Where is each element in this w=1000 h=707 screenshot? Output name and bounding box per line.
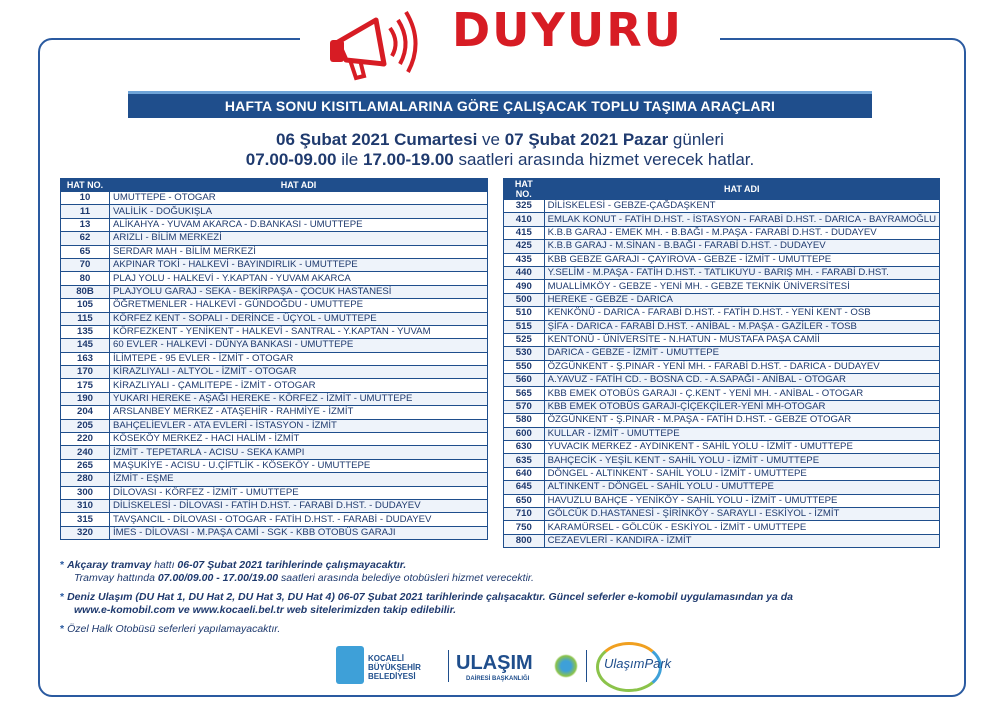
route-name: İZMİT - EŞME [110,473,488,486]
route-number: 170 [61,366,110,379]
col-header-name: HAT ADI [110,179,488,192]
route-number: 320 [61,526,110,539]
table-row [61,352,488,365]
route-number: 190 [61,392,110,405]
table-row [504,427,940,440]
route-number: 640 [504,467,545,480]
route-number: 650 [504,494,545,507]
table-row [61,446,488,459]
route-number: 425 [504,240,545,253]
date-line: 06 Şubat 2021 Cumartesi ve 07 Şubat 2021 Pazar günleri [276,130,724,149]
table-row [504,280,940,293]
route-name: HEREKE - GEBZE - DARICA [544,293,939,306]
route-number: 550 [504,360,545,373]
route-number: 515 [504,320,545,333]
route-name: ÖĞRETMENLER - HALKEVİ - GÜNDOĞDU - UMUTTEPE [110,299,488,312]
route-name: K.B.B GARAJ - M.SİNAN - B.BAĞI - FARABİ D.HST. - DUDAYEV [544,240,939,253]
table-row [504,467,940,480]
route-name: HAVUZLU BAHÇE - YENİKÖY - SAHİL YOLU - İZMİT - UMUTTEPE [544,494,939,507]
table-row [61,419,488,432]
transport-dept-logo: ULAŞIM DAİRESİ BAŞKANLIĞI [456,640,576,690]
route-number: 80 [61,272,110,285]
table-row [61,232,488,245]
route-name: ALİKAHYA - YUVAM AKARCA - D.BANKASI - UMUTTEPE [110,218,488,231]
note-private-bus: * Özel Halk Otobüsü seferleri yapılamayacaktır. [60,623,281,635]
route-number: 440 [504,266,545,279]
route-name: ARIZLI - BİLİM MERKEZİ [110,232,488,245]
table-row [504,307,940,320]
route-name: ARSLANBEY MERKEZ - ATAŞEHİR - RAHMİYE - İZMİT [110,406,488,419]
notes [60,559,940,642]
route-number: 163 [61,352,110,365]
table-row [504,374,940,387]
route-number: 800 [504,534,545,547]
route-name: KBB GEBZE GARAJI - ÇAYIROVA - GEBZE - İZMİT - UMUTTEPE [544,253,939,266]
table-row [61,459,488,472]
table-row [504,400,940,413]
route-number: 530 [504,347,545,360]
route-name: 60 EVLER - HALKEVİ - DÜNYA BANKASI - UMUTTEPE [110,339,488,352]
route-name: DİLİSKELESİ - DİLOVASI - FATİH D.HST. - FARABİ D.HST. - DUDAYEV [110,499,488,512]
route-number: 750 [504,521,545,534]
page-title: DUYURU [452,3,683,57]
route-name: MUALLİMKÖY - GEBZE - YENİ MH. - GEBZE TEKNİK ÜNİVERSİTESİ [544,280,939,293]
route-number: 435 [504,253,545,266]
table-row [61,486,488,499]
ulasimpark-logo: UlaşımPark [594,640,684,690]
route-number: 415 [504,226,545,239]
route-name: KÖSEKÖY MERKEZ - HACI HALİM - İZMİT [110,433,488,446]
route-number: 105 [61,299,110,312]
table-row [504,333,940,346]
route-number: 175 [61,379,110,392]
table-row [61,299,488,312]
table-row [61,406,488,419]
route-name: DARICA - GEBZE - İZMİT - UMUTTEPE [544,347,939,360]
route-number: 310 [61,499,110,512]
route-name: PLAJYOLU GARAJ - SEKA - BEKİRPAŞA - ÇOCUK HASTANESİ [110,285,488,298]
route-name: GÖLCÜK D.HASTANESİ - ŞİRİNKÖY - SARAYLI - ESKİYOL - İZMİT [544,507,939,520]
table-row [504,253,940,266]
route-number: 525 [504,333,545,346]
route-name: A.YAVUZ - FATİH CD. - BOSNA CD. - A.SAPAĞI - ANİBAL - OTOGAR [544,374,939,387]
route-name: KULLAR - İZMİT - UMUTTEPE [544,427,939,440]
route-name: KENTONÜ - ÜNİVERSİTE - N.HATUN - MUSTAFA PAŞA CAMİİ [544,333,939,346]
route-number: 600 [504,427,545,440]
route-number: 240 [61,446,110,459]
note-sea: * Deniz Ulaşım (DU Hat 1, DU Hat 2, DU Hat 3, DU Hat 4) 06-07 Şubat 2021 tarihlerinde çalışacaktır. Güncel seferler e-komobil uygulamasından ya da www.e-komobil.com ve www.kocaeli.bel.tr web sitelerimizden takip edilebilir. [60,591,794,616]
municipality-logo: KOCAELİ BÜYÜKŞEHİR BELEDİYESİ [336,640,436,690]
route-number: 315 [61,513,110,526]
table-row [61,245,488,258]
route-number: 11 [61,205,110,218]
route-name: KİRAZLIYALI - ALTYOL - İZMİT - OTOGAR [110,366,488,379]
route-name: AKPINAR TOKİ - HALKEVİ - BAYINDIRLIK - UMUTTEPE [110,258,488,271]
route-number: 115 [61,312,110,325]
route-number: 565 [504,387,545,400]
route-number: 62 [61,232,110,245]
table-row [504,414,940,427]
route-number: 65 [61,245,110,258]
table-row [61,218,488,231]
route-name: YUKARI HEREKE - AŞAĞI HEREKE - KÖRFEZ - İZMİT - UMUTTEPE [110,392,488,405]
route-name: K.B.B GARAJ - EMEK MH. - B.BAĞI - M.PAŞA - FARABİ D.HST. - DUDAYEV [544,226,939,239]
table-row [61,285,488,298]
star-icon: * [60,559,65,571]
route-number: 645 [504,481,545,494]
col-header-name: HAT ADI [544,179,939,200]
route-name: MAŞUKİYE - ACISU - U.ÇİFTLİK - KÖSEKÖY - UMUTTEPE [110,459,488,472]
route-name: DÖNGEL - ALTINKENT - SAHİL YOLU - İZMİT - UMUTTEPE [544,467,939,480]
route-name: YUVACIK MERKEZ - AYDINKENT - SAHİL YOLU - İZMİT - UMUTTEPE [544,441,939,454]
table-row [504,507,940,520]
banner-heading: HAFTA SONU KISITLAMALARINA GÖRE ÇALIŞACAK TOPLU TAŞIMA ARAÇLARI [128,91,872,118]
route-name: BAHÇECİK - YEŞİL KENT - SAHİL YOLU - İZMİT - UMUTTEPE [544,454,939,467]
route-number: 710 [504,507,545,520]
route-number: 80B [61,285,110,298]
route-number: 635 [504,454,545,467]
route-name: CEZAEVLERİ - KANDIRA - İZMİT [544,534,939,547]
route-number: 570 [504,400,545,413]
route-name: BAHÇELİEVLER - ATA EVLERİ - İSTASYON - İZMİT [110,419,488,432]
table-row [504,454,940,467]
route-name: KBB EMEK OTOBÜS GARAJI - Ç.KENT - YENİ MH. - ANİBAL - OTOGAR [544,387,939,400]
route-name: KBB EMEK OTOBÜS GARAJI-ÇİÇEKÇİLER-YENİ MH-OTOGAR [544,400,939,413]
route-number: 135 [61,325,110,338]
route-number: 205 [61,419,110,432]
table-row [504,494,940,507]
route-name: KÖRFEZ KENT - SOPALI - DERİNCE - ÜÇYOL - UMUTTEPE [110,312,488,325]
star-icon: * [60,591,65,603]
star-icon: * [60,623,65,635]
table-row [504,240,940,253]
table-row [61,192,488,205]
table-row [504,200,940,213]
route-number: 13 [61,218,110,231]
table-row [61,499,488,512]
table-row [504,481,940,494]
route-name: TAVŞANCIL - DİLOVASI - OTOGAR - FATİH D.HST. - FARABİ - DUDAYEV [110,513,488,526]
table-row [504,387,940,400]
route-number: 630 [504,441,545,454]
route-number: 410 [504,213,545,226]
route-number: 560 [504,374,545,387]
route-number: 580 [504,414,545,427]
route-name: DİLOVASI - KÖRFEZ - İZMİT - UMUTTEPE [110,486,488,499]
route-name: DİLİSKELESİ - GEBZE-ÇAĞDAŞKENT [544,200,939,213]
table-row [504,441,940,454]
route-number: 204 [61,406,110,419]
route-name: UMUTTEPE - OTOGAR [110,192,488,205]
route-name: KENKÖNÜ - DARICA - FARABİ D.HST. - FATİH D.HST. - YENİ KENT - OSB [544,307,939,320]
time-line: 07.00-09.00 ile 17.00-19.00 saatleri arasında hizmet verecek hatlar. [245,150,755,169]
table-row [504,320,940,333]
table-row [61,433,488,446]
route-name: İZMİT - TEPETARLA - ACISU - SEKA KAMPI [110,446,488,459]
table-row [61,473,488,486]
route-name: İMES - DİLOVASI - M.PAŞA CAMİ - SGK - KBB OTOBÜS GARAJI [110,526,488,539]
route-name: EMLAK KONUT - FATİH D.HST. - İSTASYON - FARABİ D.HST. - DARICA - BAYRAMOĞLU [544,213,939,226]
route-number: 490 [504,280,545,293]
table-row [61,325,488,338]
route-number: 70 [61,258,110,271]
col-header-no: HAT NO. [504,179,545,200]
route-name: PLAJ YOLU - HALKEVİ - Y.KAPTAN - YUVAM AKARCA [110,272,488,285]
table-row [504,534,940,547]
route-number: 500 [504,293,545,306]
route-name: KÖRFEZKENT - YENİKENT - HALKEVİ - SANTRAL - Y.KAPTAN - YUVAM [110,325,488,338]
route-name: ALTINKENT - DÖNGEL - SAHİL YOLU - UMUTTEPE [544,481,939,494]
table-row [61,392,488,405]
footer-logos [336,640,686,690]
route-table-left [60,178,488,540]
table-row [504,266,940,279]
table-row [61,513,488,526]
table-row [504,347,940,360]
table-row [61,339,488,352]
route-name: ŞİFA - DARICA - FARABİ D.HST. - ANİBAL - M.PAŞA - GAZİLER - TOSB [544,320,939,333]
table-row [61,379,488,392]
route-number: 265 [61,459,110,472]
note-tram: * Akçaray tramvay hattı 06-07 Şubat 2021 tarihlerinde çalışmayacaktır. Tramvay hattında 07.00/09.00 - 17.00/19.00 saatleri arasında belediye otobüsleri hizmet verecektir. [60,559,534,584]
route-number: 10 [61,192,110,205]
table-row [504,226,940,239]
table-row [61,366,488,379]
table-row [504,213,940,226]
route-table-right [503,178,940,548]
table-row [61,272,488,285]
table-row [504,293,940,306]
route-number: 220 [61,433,110,446]
route-number: 325 [504,200,545,213]
route-number: 280 [61,473,110,486]
route-name: ÖZGÜNKENT - Ş.PINAR - M.PAŞA - FATİH D.HST. - GEBZE OTOGAR [544,414,939,427]
route-name: Y.SELİM - M.PAŞA - FATİH D.HST. - TATLIKUYU - BARIŞ MH. - FARABİ D.HST. [544,266,939,279]
table-row [504,521,940,534]
route-number: 145 [61,339,110,352]
route-name: İLİMTEPE - 95 EVLER - İZMİT - OTOGAR [110,352,488,365]
route-number: 300 [61,486,110,499]
col-header-no: HAT NO. [61,179,110,192]
table-row [61,312,488,325]
route-name: KİRAZLIYALI - ÇAMLITEPE - İZMİT - OTOGAR [110,379,488,392]
route-name: ÖZGÜNKENT - Ş.PINAR - YENİ MH. - FARABİ D.HST. - DARICA - DUDAYEV [544,360,939,373]
route-number: 510 [504,307,545,320]
megaphone-icon [320,2,420,92]
table-row [504,360,940,373]
table-row [61,205,488,218]
route-name: KARAMÜRSEL - GÖLCÜK - ESKİYOL - İZMİT - UMUTTEPE [544,521,939,534]
table-row [61,526,488,539]
route-name: VALİLİK - DOĞUKIŞLA [110,205,488,218]
table-row [61,258,488,271]
route-name: SERDAR MAH - BİLİM MERKEZİ [110,245,488,258]
